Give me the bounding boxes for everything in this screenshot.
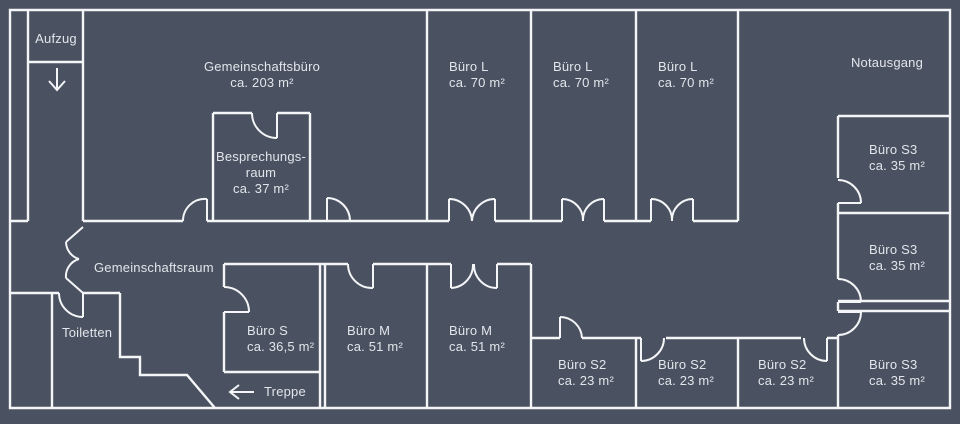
room-name: Büro S2 <box>658 357 707 372</box>
label-gemeinschaftsbuero <box>204 59 320 91</box>
left-arrow-icon <box>230 385 254 399</box>
room-area: ca. 37 m² <box>233 181 289 196</box>
label-notausgang <box>851 55 923 71</box>
room-area: ca. 70 m² <box>449 75 505 90</box>
room-area: ca. 35 m² <box>869 373 925 388</box>
label-buero-s2-2 <box>658 357 714 389</box>
room-name: Büro L <box>449 59 489 74</box>
label-besprechungsraum <box>216 149 306 197</box>
label-buero-s <box>247 323 314 355</box>
room-area: ca. 35 m² <box>869 158 925 173</box>
label-aufzug <box>35 31 77 47</box>
room-name-2: raum <box>245 165 277 180</box>
room-area: ca. 51 m² <box>347 339 403 354</box>
label-toiletten <box>62 325 112 341</box>
room-area: ca. 35 m² <box>869 258 925 273</box>
room-name: Gemeinschaftsbüro <box>203 59 321 74</box>
room-area: ca. 203 m² <box>230 75 294 90</box>
label-buero-m-2 <box>449 323 505 355</box>
room-name: Toiletten <box>62 325 113 340</box>
label-buero-s3-2 <box>869 242 925 274</box>
room-name: Büro S2 <box>758 357 807 372</box>
room-area: ca. 36,5 m² <box>247 339 315 354</box>
room-area: ca. 23 m² <box>758 373 814 388</box>
label-buero-s3-1 <box>869 142 925 174</box>
room-name: Gemeinschaftsraum <box>94 260 214 275</box>
label-buero-s3-3 <box>869 357 925 389</box>
room-name: Büro M <box>449 323 493 338</box>
label-buero-m-1 <box>347 323 403 355</box>
label-buero-l-1 <box>449 59 505 91</box>
label-buero-s2-1 <box>558 357 614 389</box>
room-name: Aufzug <box>35 31 77 46</box>
room-name: Büro S <box>247 323 288 338</box>
room-name: Notausgang <box>850 55 924 70</box>
label-gemeinschaftsraum <box>94 260 214 276</box>
label-treppe <box>264 384 306 400</box>
label-buero-l-3 <box>658 59 714 91</box>
room-name: Büro S3 <box>869 357 918 372</box>
label-buero-l-2 <box>553 59 609 91</box>
room-area: ca. 23 m² <box>658 373 714 388</box>
down-arrow-icon <box>49 68 65 90</box>
room-name: Büro L <box>553 59 593 74</box>
room-area: ca. 23 m² <box>558 373 614 388</box>
room-area: ca. 70 m² <box>553 75 609 90</box>
room-name: Büro M <box>347 323 391 338</box>
room-name: Büro S2 <box>558 357 607 372</box>
label-buero-s2-3 <box>758 357 814 389</box>
room-name: Besprechungs- <box>215 149 307 164</box>
room-name: Büro S3 <box>869 242 918 257</box>
room-name: Büro L <box>658 59 698 74</box>
room-name: Treppe <box>264 384 306 399</box>
room-area: ca. 51 m² <box>449 339 505 354</box>
room-area: ca. 70 m² <box>658 75 714 90</box>
room-name: Büro S3 <box>869 142 918 157</box>
